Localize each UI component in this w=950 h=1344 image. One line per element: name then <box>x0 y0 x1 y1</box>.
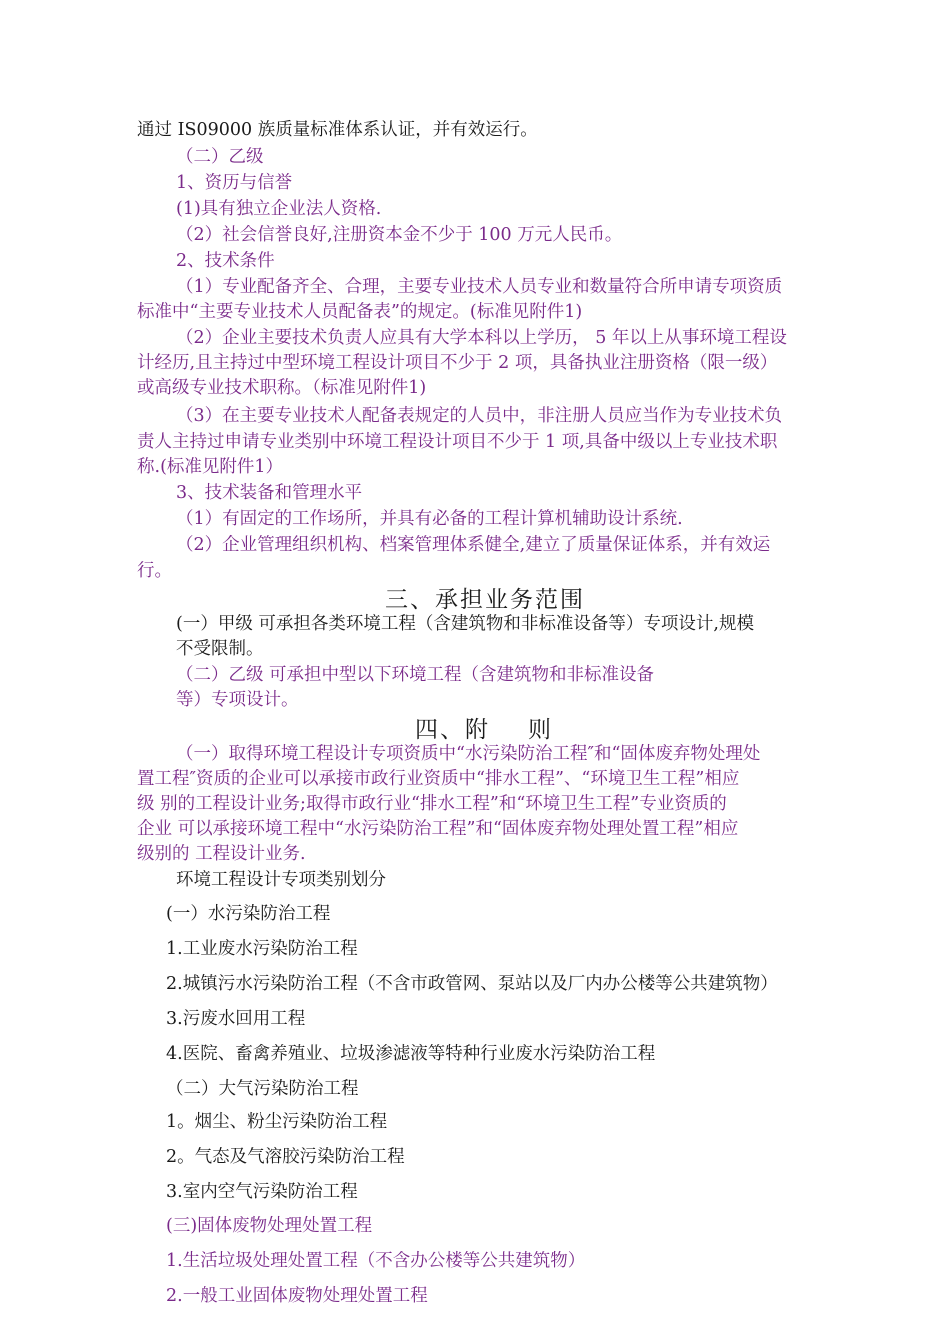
text-line: 级 别的工程设计业务;取得市政行业“排水工程”和“环境卫生工程”专业资质的 <box>137 794 727 814</box>
text-line: 企业 可以承接环境工程中“水污染防治工程”和“固体废弃物处理处置工程”相应 <box>137 819 739 839</box>
section-heading-3: 三、承担业务范围 <box>385 587 585 613</box>
text-line: （1）专业配备齐全、合理，主要专业技术人员专业和数量符合所申请专项资质 <box>176 277 783 297</box>
list-item: 1。烟尘、粉尘污染防治工程 <box>166 1112 388 1132</box>
sub-heading: 2、技术条件 <box>176 251 275 271</box>
list-category: (三)固体废物处理处置工程 <box>166 1216 373 1236</box>
section-heading-4 <box>0 715 950 745</box>
text-line: （二）乙级 可承担中型以下环境工程（含建筑物和非标准设备 <box>176 665 655 685</box>
heading-part: 则 <box>528 717 553 743</box>
text-line: (一）甲级 可承担各类环境工程（含建筑物和非标准设备等）专项设计,规模 <box>176 614 754 634</box>
list-item: 2.城镇污水污染防治工程（不含市政管网、泵站以及厂内办公楼等公共建筑物） <box>166 974 778 994</box>
list-item: 3.室内空气污染防治工程 <box>166 1182 358 1202</box>
text-line: 或高级专业技术职称。（标准见附件1) <box>137 378 427 398</box>
text-line: （2）社会信誉良好,注册资本金不少于 100 万元人民币。 <box>176 225 623 245</box>
list-category: （二）大气污染防治工程 <box>166 1079 359 1099</box>
list-item: 1.工业废水污染防治工程 <box>166 939 358 959</box>
sub-heading: 1、资历与信誉 <box>176 173 293 193</box>
text-line: （2）企业管理组织机构、档案管理体系健全,建立了质量保证体系，并有效运 <box>176 535 771 555</box>
text-line: 不受限制。 <box>176 639 264 659</box>
heading-part: 四、附 <box>415 717 490 743</box>
text-line: 计经历,且主持过中型环境工程设计项目不少于 2 项，具备执业注册资格（限一级） <box>137 353 778 373</box>
text-line: （2）企业主要技术负责人应具有大学本科以上学历， 5 年以上从事环境工程设 <box>176 328 787 348</box>
text-line: （3）在主要专业技术人配备表规定的人员中，非注册人员应当作为专业技术负 <box>176 406 783 426</box>
text-line: 标准中“主要专业技术人员配备表”的规定。(标准见附件1) <box>137 302 583 322</box>
text-line: 称.(标准见附件1） <box>137 457 284 477</box>
text-line: （1）有固定的工作场所，并具有必备的工程计算机辅助设计系统. <box>176 509 683 529</box>
list-item: 2.一般工业固体废物处理处置工程 <box>166 1286 428 1306</box>
text-line: 置工程″资质的企业可以承接市政行业资质中“排水工程”、“环境卫生工程”相应 <box>137 769 740 789</box>
section-heading: （二）乙级 <box>176 147 264 167</box>
list-item: 1.生活垃圾处理处置工程（不含办公楼等公共建筑物） <box>166 1251 586 1271</box>
text-line: 行。 <box>137 561 172 581</box>
list-item: 4.医院、畜禽养殖业、垃圾渗滤液等特种行业废水污染防治工程 <box>166 1044 656 1064</box>
text-line: 等）专项设计。 <box>176 690 299 710</box>
sub-heading: 3、技术装备和管理水平 <box>176 483 363 503</box>
text-line: （一）取得环境工程设计专项资质中“水污染防治工程″和“固体废弃物处理处 <box>176 744 761 764</box>
text-line: 级别的 工程设计业务. <box>137 844 306 864</box>
list-item: 2。气态及气溶胶污染防治工程 <box>166 1147 405 1167</box>
text-line: 责人主持过申请专业类别中环境工程设计项目不少于 1 项,具备中级以上专业技术职 <box>137 432 778 452</box>
text-line: 通过 IS09000 族质量标准体系认证，并有效运行。 <box>137 120 538 140</box>
text-line: (1)具有独立企业法人资格. <box>176 199 382 219</box>
list-title: 环境工程设计专项类别划分 <box>176 870 386 890</box>
list-item: 3.污废水回用工程 <box>166 1009 306 1029</box>
list-category: (一）水污染防治工程 <box>166 904 331 924</box>
